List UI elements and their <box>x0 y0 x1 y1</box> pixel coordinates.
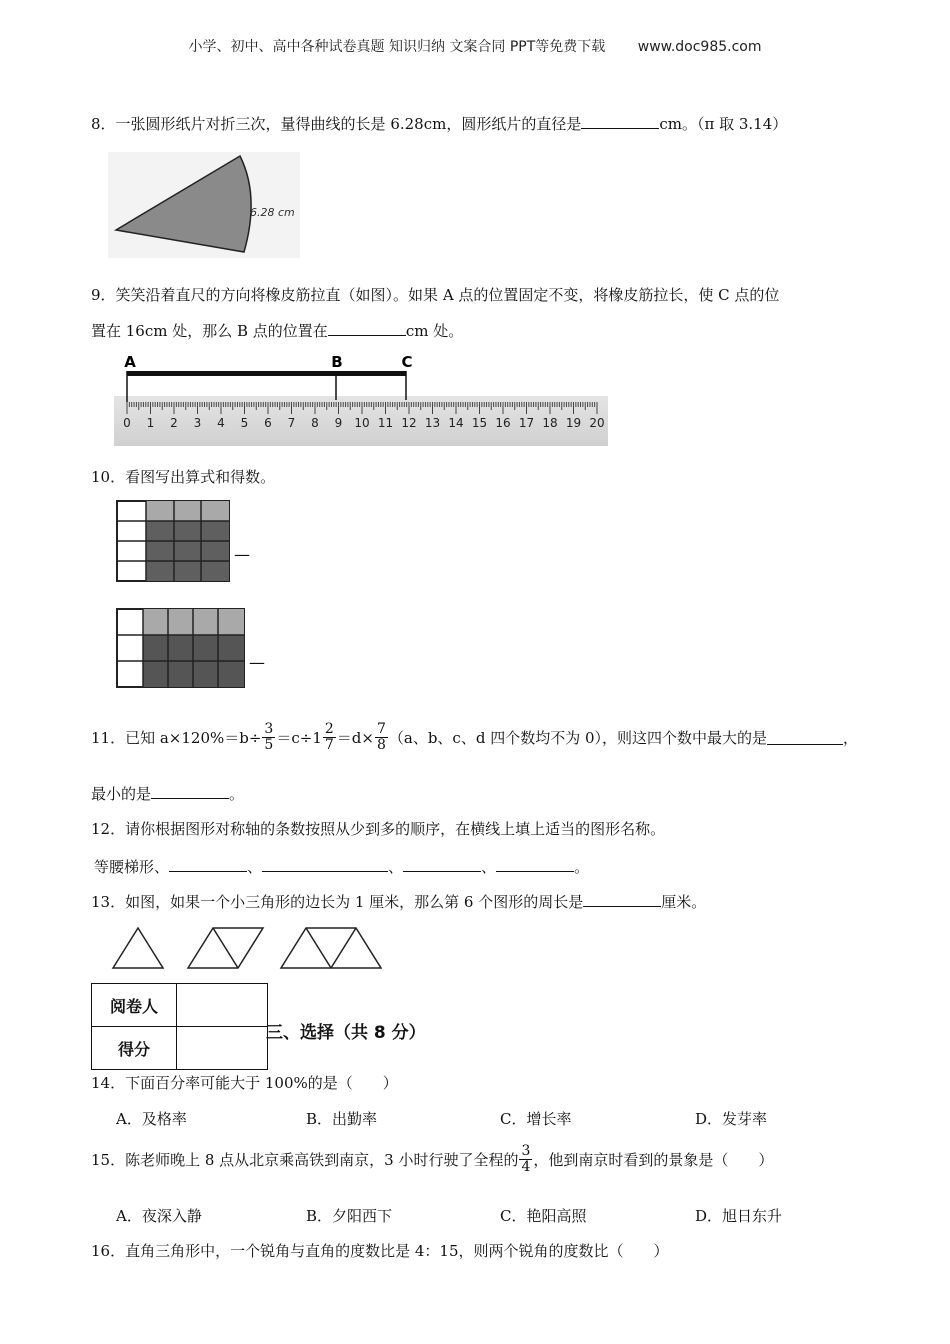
ruler-tick-label: 5 <box>240 416 249 430</box>
ruler-tick-label: 6 <box>264 416 272 430</box>
answer-blank <box>583 892 661 907</box>
question-10: 10．看图写出算式和得数。 <box>91 468 276 486</box>
option-b[interactable]: B．出勤率 <box>306 1110 378 1128</box>
rubber-band <box>127 371 406 376</box>
score-cell[interactable] <box>177 1027 268 1070</box>
answer-blank <box>581 114 659 129</box>
option-c[interactable]: C．艳阳高照 <box>500 1207 587 1225</box>
reviewer-cell[interactable] <box>177 984 268 1027</box>
fraction-3-4: $\frac{3}{4}$ <box>521 1143 531 1175</box>
option-c[interactable]: C．增长率 <box>500 1110 572 1128</box>
question-11: 11．已知 a×120%＝b÷ $\frac{3}{5}$ ＝c÷1 $\frac{2}{7}$ ＝d× $\frac{7}{8}$ （a、b、c、d 四个数均不为 0），则这四个数中最大的是 ， <box>91 721 859 753</box>
option-d[interactable]: D．旭日东升 <box>695 1207 783 1225</box>
grid-figure-2 <box>116 608 276 690</box>
arc-length-label: 6.28 cm <box>250 206 295 219</box>
answer-blank <box>151 784 229 799</box>
option-a[interactable]: A．及格率 <box>116 1110 187 1128</box>
triangle-figure-1 <box>113 928 163 968</box>
section-title: 三、选择（共 8 分） <box>266 1023 426 1043</box>
ruler-tick-label: 19 <box>565 416 582 430</box>
ruler-tick-label: 13 <box>424 416 441 430</box>
ruler-tick-label: 9 <box>334 416 343 430</box>
ruler-tick-label: 1 <box>146 416 155 430</box>
ruler-tick-label: 20 <box>589 416 605 430</box>
ruler-tick-label: 11 <box>377 416 394 430</box>
header-text: 小学、初中、高中各种试卷真题 知识归纳 文案合同 PPT等免费下载 <box>188 39 606 55</box>
question-12: 12．请你根据图形对称轴的条数按照从少到多的顺序，在横线上填上适当的图形名称。 <box>91 820 666 838</box>
question-14: 14．下面百分率可能大于 100%的是（ ） <box>91 1074 398 1092</box>
answer-blank <box>328 321 406 336</box>
fraction-7-8: $\frac{7}{8}$ <box>376 721 386 753</box>
sector-figure <box>108 152 300 258</box>
score-label: 得分 <box>92 1027 177 1070</box>
ruler-tick-label: 2 <box>170 416 178 430</box>
ruler-tick-label: 12 <box>401 416 417 430</box>
ruler-tick-label: 3 <box>193 416 202 430</box>
ruler-tick-label: 0 <box>123 416 131 430</box>
answer-line: — <box>249 653 265 672</box>
point-b-label: B <box>331 353 343 371</box>
answer-blank <box>403 857 481 872</box>
option-a[interactable]: A．夜深入静 <box>116 1207 202 1225</box>
answer-line: — <box>234 545 250 564</box>
question-9: 9．笑笑沿着直尺的方向将橡皮筋拉直（如图）。如果 A 点的位置固定不变，将橡皮筋拉长，使 C 点的位 <box>91 286 780 304</box>
answer-blank <box>496 857 574 872</box>
ruler-tick-label: 8 <box>311 416 319 430</box>
ruler-tick-label: 18 <box>542 416 558 430</box>
question-13: 13．如图，如果一个小三角形的边长为 1 厘米，那么第 6 个图形的周长是 厘米。 <box>91 893 707 911</box>
ruler-figure <box>112 350 612 448</box>
answer-blank <box>169 857 247 872</box>
option-d[interactable]: D．发芽率 <box>695 1110 768 1128</box>
q8-text: 8．一张圆形纸片对折三次，量得曲线的长是 6.28cm，圆形纸片的直径是 <box>91 115 582 133</box>
ruler-tick-label: 4 <box>217 416 225 430</box>
ruler-tick-label: 15 <box>471 416 488 430</box>
ruler-tick-label: 14 <box>448 416 464 430</box>
header-url: www.doc985.com <box>637 39 762 55</box>
question-11-line2: 最小的是 。 <box>91 785 245 803</box>
question-16: 16．直角三角形中，一个锐角与直角的度数比是 4：15，则两个锐角的度数比（ ） <box>91 1242 669 1260</box>
point-c-label: C <box>401 353 413 371</box>
fraction-2-7: $\frac{2}{7}$ <box>324 721 334 753</box>
grid-figure-1 <box>116 500 276 584</box>
point-a-label: A <box>124 353 136 371</box>
q8-text-end: cm。（π 取 3.14） <box>659 115 788 133</box>
question-9-line2: 置在 16cm 处，那么 B 点的位置在 cm 处。 <box>91 322 464 340</box>
question-12-answers: 等腰梯形、 、 、 、 。 <box>94 858 590 876</box>
reviewer-label: 阅卷人 <box>92 984 177 1027</box>
ruler-tick-label: 10 <box>354 416 370 430</box>
answer-blank <box>262 857 388 872</box>
triangle-figure-3 <box>281 928 381 968</box>
ruler-tick-label: 7 <box>287 416 296 430</box>
answer-blank <box>767 730 843 745</box>
page-header <box>0 36 950 56</box>
question-8 <box>91 113 787 134</box>
ruler-tick-label: 16 <box>495 416 511 430</box>
triangle-pattern-figure <box>110 924 382 972</box>
question-15: 15．陈老师晚上 8 点从北京乘高铁到南京，3 小时行驶了全程的 $\frac{3}{4}$ ，他到南京时看到的景象是（ ） <box>91 1143 774 1175</box>
ruler-tick-label: 17 <box>518 416 535 430</box>
score-table <box>91 983 268 1070</box>
fraction-3-5: $\frac{3}{5}$ <box>264 721 274 753</box>
option-b[interactable]: B．夕阳西下 <box>306 1207 393 1225</box>
